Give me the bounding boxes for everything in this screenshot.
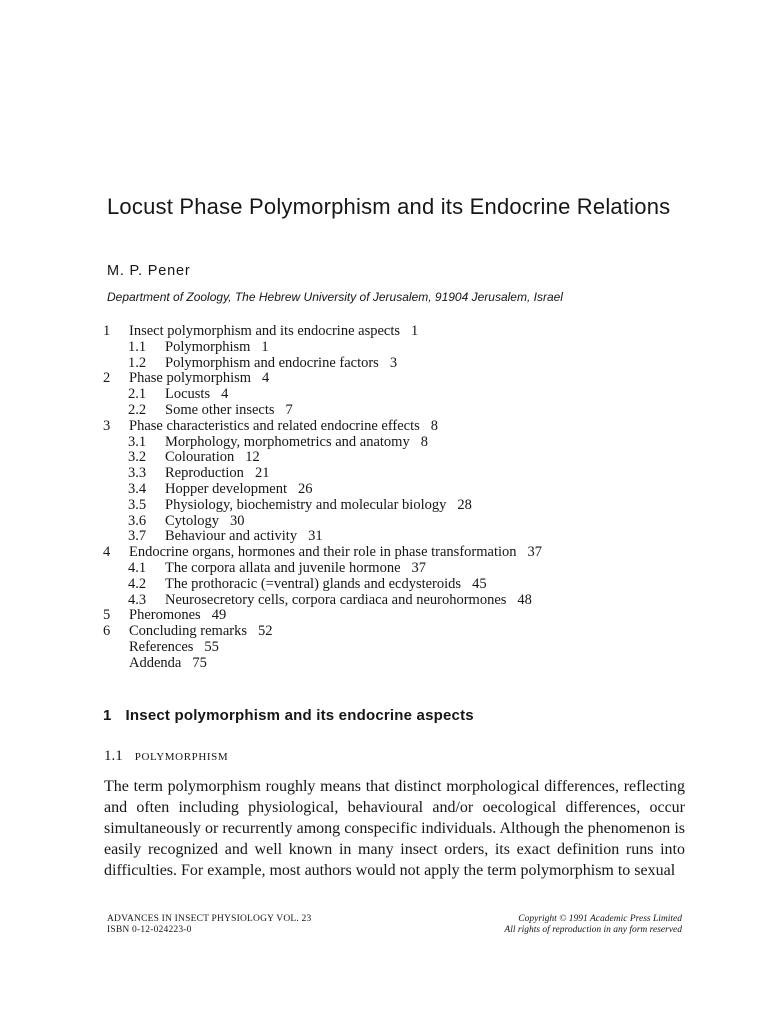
toc-entry-number: 2.1 — [128, 386, 147, 403]
toc-entry-number: 3 — [103, 417, 111, 434]
toc-entry — [103, 561, 723, 577]
toc-entry-title: Some other insects — [165, 401, 275, 418]
body-paragraph: The term polymorphism roughly means that distinct morphological differences, reflecting and often including physiological, behavioural and/or oecological differences, occur simultaneously or recurrently among conspecific individuals. Although the phenomenon is easily recognized and well known in many insect orders, its exact definition runs into difficulties. For example, most authors would not apply the term polymorphism to sexual — [104, 778, 685, 879]
toc-entry-number: 3.7 — [128, 528, 147, 545]
toc-entry-title: Neurosecretory cells, corpora cardiaca and neurohormones — [165, 591, 507, 608]
toc-entry — [103, 498, 723, 514]
toc-entry-page: 3 — [389, 354, 398, 371]
toc-entry — [103, 656, 723, 672]
toc-entry — [103, 640, 723, 656]
toc-entry-page: 21 — [254, 465, 270, 482]
toc-entry-page: 12 — [245, 449, 260, 466]
toc-entry-title: The prothoracic (=ventral) glands and ecdysteroids — [165, 575, 462, 592]
subsection-heading — [104, 746, 228, 767]
toc-entry-title: Pheromones — [129, 607, 201, 624]
toc-entry-page: 55 — [204, 638, 219, 655]
toc-entry — [103, 387, 723, 403]
section-title: Insect polymorphism and its endocrine aspects — [125, 707, 474, 724]
toc-entry — [103, 514, 723, 530]
toc-entry-title: Reproduction — [165, 465, 244, 482]
footer-isbn: ISBN 0-12-024223-0 — [107, 925, 192, 935]
toc-entry — [103, 356, 723, 372]
toc-entry-title: References — [129, 638, 194, 655]
toc-entry — [103, 624, 723, 640]
toc-entry-page: 8 — [430, 417, 439, 434]
toc-entry-number: 3.6 — [128, 512, 147, 529]
toc-entry — [103, 529, 723, 545]
toc-entry — [103, 466, 723, 482]
toc-entry — [103, 324, 723, 340]
author-affiliation: Department of Zoology, The Hebrew University of Jerusalem, 91904 Jerusalem, Israel — [107, 290, 563, 304]
toc-entry-number: 4.2 — [128, 575, 147, 592]
section-number: 1 — [103, 707, 112, 724]
toc-entry — [103, 450, 723, 466]
toc-entry-title: Morphology, morphometrics and anatomy — [165, 433, 410, 450]
toc-entry — [103, 371, 723, 387]
toc-entry-title: Hopper development — [165, 480, 288, 497]
toc-entry-title: The corpora allata and juvenile hormone — [165, 559, 401, 576]
toc-entry-title: Behaviour and activity — [165, 528, 298, 545]
toc-entry — [103, 545, 723, 561]
toc-entry-page: 7 — [285, 401, 293, 418]
author-name: M. P. Pener — [107, 263, 191, 279]
toc-entry-number: 3.4 — [128, 480, 147, 497]
toc-entry-number: 6 — [103, 623, 111, 640]
footer-publication-info — [107, 914, 311, 936]
toc-entry-page: 4 — [262, 370, 270, 387]
toc-entry-number: 1.1 — [128, 338, 147, 355]
footer-copyright: Copyright © 1991 Academic Press Limited — [518, 914, 682, 924]
toc-entry-number: 3.3 — [128, 465, 147, 482]
toc-entry-title: Cytology — [165, 512, 219, 529]
toc-entry-page: 49 — [211, 607, 227, 624]
section-heading — [103, 706, 474, 726]
table-of-contents — [103, 324, 723, 672]
toc-entry-number: 1.2 — [128, 354, 147, 371]
toc-entry-title: Colouration — [165, 449, 235, 466]
toc-entry-page: 31 — [308, 528, 323, 545]
toc-entry-page: 28 — [457, 496, 472, 513]
toc-entry-title: Phase characteristics and related endocrine effects — [129, 417, 420, 434]
toc-entry-number: 3.2 — [128, 449, 147, 466]
toc-entry — [103, 419, 723, 435]
footer-copyright-info — [504, 914, 682, 936]
toc-entry-title: Polymorphism and endocrine factors — [165, 354, 379, 371]
toc-entry — [103, 482, 723, 498]
toc-entry-page: 75 — [192, 654, 207, 671]
toc-entry — [103, 435, 723, 451]
toc-entry-number: 2.2 — [128, 401, 147, 418]
toc-entry-page: 26 — [298, 480, 313, 497]
toc-entry-title: Physiology, biochemistry and molecular biology — [165, 496, 447, 513]
toc-entry-page: 45 — [472, 575, 487, 592]
toc-entry-page: 52 — [258, 623, 273, 640]
article-title: Locust Phase Polymorphism and its Endocrine Relations — [107, 194, 671, 219]
toc-entry-number: 2 — [103, 370, 111, 387]
toc-entry — [103, 593, 723, 609]
toc-entry-page: 48 — [517, 591, 532, 608]
toc-entry — [103, 577, 723, 593]
toc-entry-title: Endocrine organs, hormones and their role in phase transformation — [129, 544, 517, 561]
toc-entry-page: 37 — [527, 544, 542, 561]
toc-entry-page: 8 — [420, 433, 428, 450]
toc-entry-title: Insect polymorphism and its endocrine aspects — [129, 323, 401, 339]
toc-entry-page: 1 — [411, 323, 419, 339]
toc-entry-page: 30 — [229, 512, 245, 529]
toc-entry-number: 3.5 — [128, 496, 147, 513]
toc-entry-number: 4 — [103, 544, 111, 561]
toc-entry-page: 37 — [411, 559, 427, 576]
toc-entry-title: Polymorphism — [165, 338, 251, 355]
subsection-title: POLYMORPHISM — [134, 751, 229, 763]
toc-entry-title: Concluding remarks — [129, 623, 247, 640]
footer-rights: All rights of reproduction in any form reserved — [504, 925, 682, 935]
subsection-number: 1.1 — [104, 748, 123, 764]
toc-entry-page: 1 — [261, 338, 269, 355]
toc-entry-number: 5 — [103, 607, 111, 624]
toc-entry — [103, 608, 723, 624]
toc-entry-title: Locusts — [165, 386, 211, 403]
footer-series: ADVANCES IN INSECT PHYSIOLOGY VOL. 23 — [107, 914, 312, 924]
toc-entry-page: 4 — [221, 386, 229, 403]
toc-entry — [103, 403, 723, 419]
toc-entry — [103, 340, 723, 356]
toc-entry-title: Phase polymorphism — [129, 370, 252, 387]
toc-entry-number: 4.1 — [128, 559, 147, 576]
toc-entry-title: Addenda — [129, 654, 182, 671]
toc-entry-number: 1 — [103, 323, 111, 339]
toc-entry-number: 3.1 — [128, 433, 147, 450]
toc-entry-number: 4.3 — [128, 591, 147, 608]
